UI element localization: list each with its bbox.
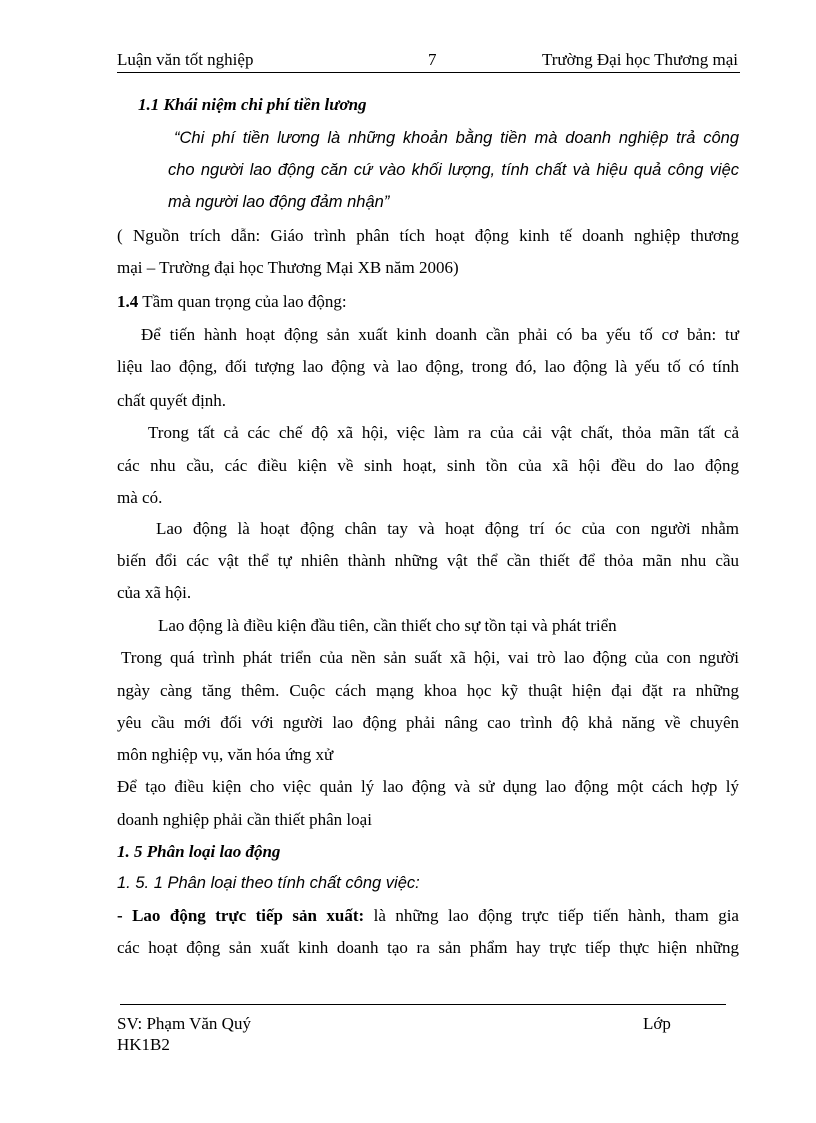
heading-1-5: 1. 5 Phân loại lao động	[117, 842, 281, 861]
subheading-1-5-1: 1. 5. 1 Phân loại theo tính chất công việc:	[117, 874, 420, 892]
para6-line-1: Để tạo điều kiện cho việc quản lý lao động và sử dụng lao động một cách hợp lý	[117, 777, 739, 796]
quote-line-3: mà người lao động đảm nhận”	[168, 193, 390, 211]
footer-class-code: HK1B2	[117, 1035, 170, 1054]
heading-1-4-text: Tầm quan trọng của lao động:	[138, 292, 347, 311]
source-line-1: ( Nguồn trích dẫn: Giáo trình phân tích hoạt động kinh tế doanh nghiệp thương	[117, 226, 739, 245]
direct-labor-line-2: các hoạt động sản xuất kinh doanh tạo ra sản phẩm hay trực tiếp thực hiện những	[117, 938, 739, 957]
page-header	[117, 48, 740, 73]
header-page-number: 7	[428, 50, 437, 69]
heading-1-4-number: 1.4	[117, 292, 139, 311]
direct-labor-label: - Lao động trực tiếp sản xuất:	[117, 906, 365, 925]
para3-line-3: của xã hội.	[117, 583, 192, 602]
para5-line-2: ngày càng tăng thêm. Cuộc cách mạng khoa học kỹ thuật hiện đại đặt ra những	[117, 681, 739, 700]
quote-line-2: cho người lao động căn cứ vào khối lượng, tính chất và hiệu quả công việc	[168, 161, 739, 179]
para1-line-2: liệu lao động, đối tượng lao động và lao động, trong đó, lao động là yếu tố có tính	[117, 357, 739, 376]
para1-line-1: Để tiến hành hoạt động sản xuất kinh doanh cần phải có ba yếu tố cơ bản: tư	[141, 325, 739, 344]
para3-line-2: biến đổi các vật thể tự nhiên thành những vật thể cần thiết để thỏa mãn nhu cầu	[117, 551, 739, 570]
header-thesis-title: Luận văn tốt nghiệp	[117, 50, 254, 69]
para2-line-1: Trong tất cả các chế độ xã hội, việc làm ra của cải vật chất, thỏa mãn tất cả	[148, 423, 739, 442]
source-line-2: mại – Trường đại học Thương Mại XB năm 2006)	[117, 258, 459, 277]
quote-line-1: “Chi phí tiền lương là những khoản bằng tiền mà doanh nghiệp trả công	[174, 129, 739, 147]
para6-line-2: doanh nghiệp phải cần thiết phân loại	[117, 810, 372, 829]
footer-class-label: Lớp	[643, 1014, 671, 1033]
footer-divider	[120, 1004, 726, 1005]
header-university: Trường Đại học Thương mại	[541, 50, 738, 69]
footer-student: SV: Phạm Văn Quý	[117, 1014, 251, 1033]
para5-line-4: môn nghiệp vụ, văn hóa ứng xử	[117, 745, 334, 764]
para2-line-3: mà có.	[117, 488, 163, 507]
direct-labor-line-1	[117, 906, 739, 926]
heading-1-4	[117, 292, 347, 312]
para5-line-1: Trong quá trình phát triển của nền sản suất xã hội, vai trò lao động của con người	[121, 648, 739, 667]
direct-labor-text: là những lao động trực tiếp tiến hành, tham gia	[364, 906, 739, 925]
para4: Lao động là điều kiện đầu tiên, cần thiết cho sự tồn tại và phát triển	[158, 616, 617, 635]
para1-line-3: chất quyết định.	[117, 391, 227, 410]
para2-line-2: các nhu cầu, các điều kiện về sinh hoạt, sinh tồn của xã hội đều do lao động	[117, 456, 739, 475]
para3-line-1: Lao động là hoạt động chân tay và hoạt động trí óc của con người nhằm	[156, 519, 739, 538]
para5-line-3: yêu cầu mới đối với người lao động phải nâng cao trình độ khả năng về chuyên	[117, 713, 739, 732]
heading-1-1: 1.1 Khái niệm chi phí tiền lương	[138, 95, 367, 114]
